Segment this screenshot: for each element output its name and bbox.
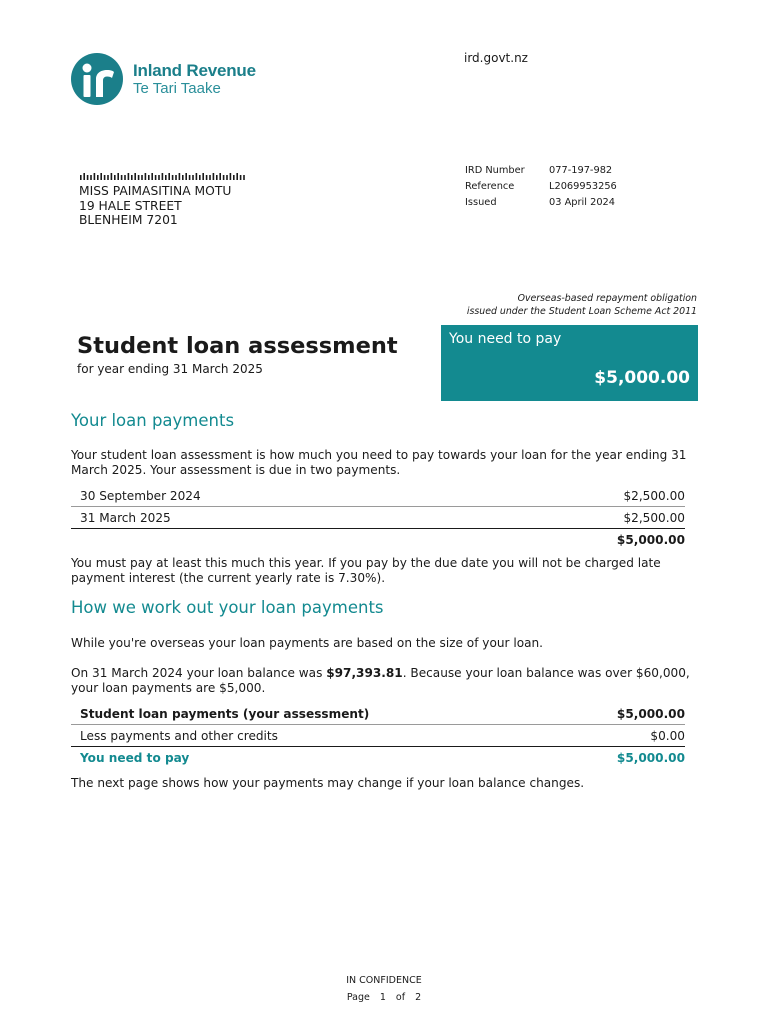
payment-total: $5,000.00 (616, 533, 685, 547)
reference-details (465, 162, 617, 210)
meta-label: Reference (465, 180, 515, 192)
amount-due-value: $5,000.00 (594, 368, 690, 388)
table-total-row (71, 747, 685, 769)
payment-schedule-table (71, 485, 685, 551)
website-link[interactable]: ird.govt.nz (464, 51, 528, 65)
table-row (71, 485, 685, 507)
loan-balance-amount: $97,393.81 (326, 666, 403, 680)
postal-barcode (80, 173, 246, 180)
payment-date: 31 March 2025 (80, 510, 171, 525)
page-word: Page (346, 992, 370, 1003)
page-number (0, 989, 768, 1006)
obligation-line: issued under the Student Loan Scheme Act 2011 (466, 306, 697, 317)
payment-amount: $2,500.00 (623, 488, 685, 503)
assessment-table (71, 703, 685, 769)
loan-balance-text: On 31 March 2024 your loan balance was (71, 666, 327, 680)
meta-label: IRD Number (465, 164, 525, 176)
need-to-pay-amount: $5,000.00 (616, 751, 685, 765)
table-total-row (71, 529, 685, 551)
assessment-amount: $5,000.00 (616, 706, 685, 721)
loan-balance-text: . Because your loan balance was over $60,000, your loan payments are $5,000. (71, 666, 690, 695)
table-row (71, 703, 685, 725)
address-line: MISS PAIMASITINA MOTU (79, 184, 232, 198)
page-title: Student loan assessment (77, 333, 398, 359)
confidentiality-label: IN CONFIDENCE (346, 975, 422, 986)
logo-name: Inland Revenue (133, 61, 256, 80)
late-interest-note: You must pay at least this much this year. If you pay by the due date you will not be charged late payment interest (the current yearly rate is 7.30%). (71, 556, 661, 585)
payment-amount: $2,500.00 (623, 510, 685, 525)
page-subtitle: for year ending 31 March 2025 (77, 362, 263, 376)
page-of: of (395, 992, 406, 1003)
address-line: BLENHEIM 7201 (79, 213, 178, 227)
page-current: 1 (379, 992, 386, 1003)
obligation-note (467, 292, 697, 318)
need-to-pay-label: You need to pay (80, 751, 190, 765)
meta-value: L2069953256 (549, 180, 617, 192)
assessment-label: Student loan payments (your assessment) (80, 706, 370, 721)
section-heading-how-we-work-out: How we work out your loan payments (71, 598, 384, 617)
amount-due-label: You need to pay (449, 331, 562, 347)
ir-logo-icon (70, 52, 124, 106)
meta-row-issued (465, 194, 617, 210)
amount-due-box (441, 325, 698, 401)
meta-value: 077-197-982 (549, 164, 613, 176)
table-row (71, 507, 685, 529)
meta-row-reference (465, 178, 617, 194)
recipient-address (79, 184, 231, 228)
meta-value: 03 April 2024 (549, 196, 616, 208)
page-total: 2 (415, 992, 422, 1003)
credits-label: Less payments and other credits (80, 728, 278, 743)
obligation-line: Overseas-based repayment obligation (517, 293, 697, 304)
meta-label: Issued (465, 196, 497, 208)
page-footer (0, 972, 768, 1006)
section-heading-loan-payments: Your loan payments (71, 411, 235, 430)
next-page-note: The next page shows how your payments may change if your loan balance changes. (71, 776, 585, 790)
table-row (71, 725, 685, 747)
loan-balance-explanation (71, 666, 701, 695)
inland-revenue-logo (70, 52, 270, 106)
address-line: 19 HALE STREET (79, 198, 182, 213)
payment-date: 30 September 2024 (80, 488, 201, 503)
meta-row-ird-number (465, 162, 617, 178)
loan-payments-intro: Your student loan assessment is how much you need to pay towards your loan for the year ending 31 March 2025. Your assessment is due in two payments. (71, 448, 687, 477)
overseas-explanation: While you're overseas your loan payments are based on the size of your loan. (71, 636, 544, 650)
credits-amount: $0.00 (650, 728, 685, 743)
logo-subtitle: Te Tari Taake (133, 80, 221, 97)
